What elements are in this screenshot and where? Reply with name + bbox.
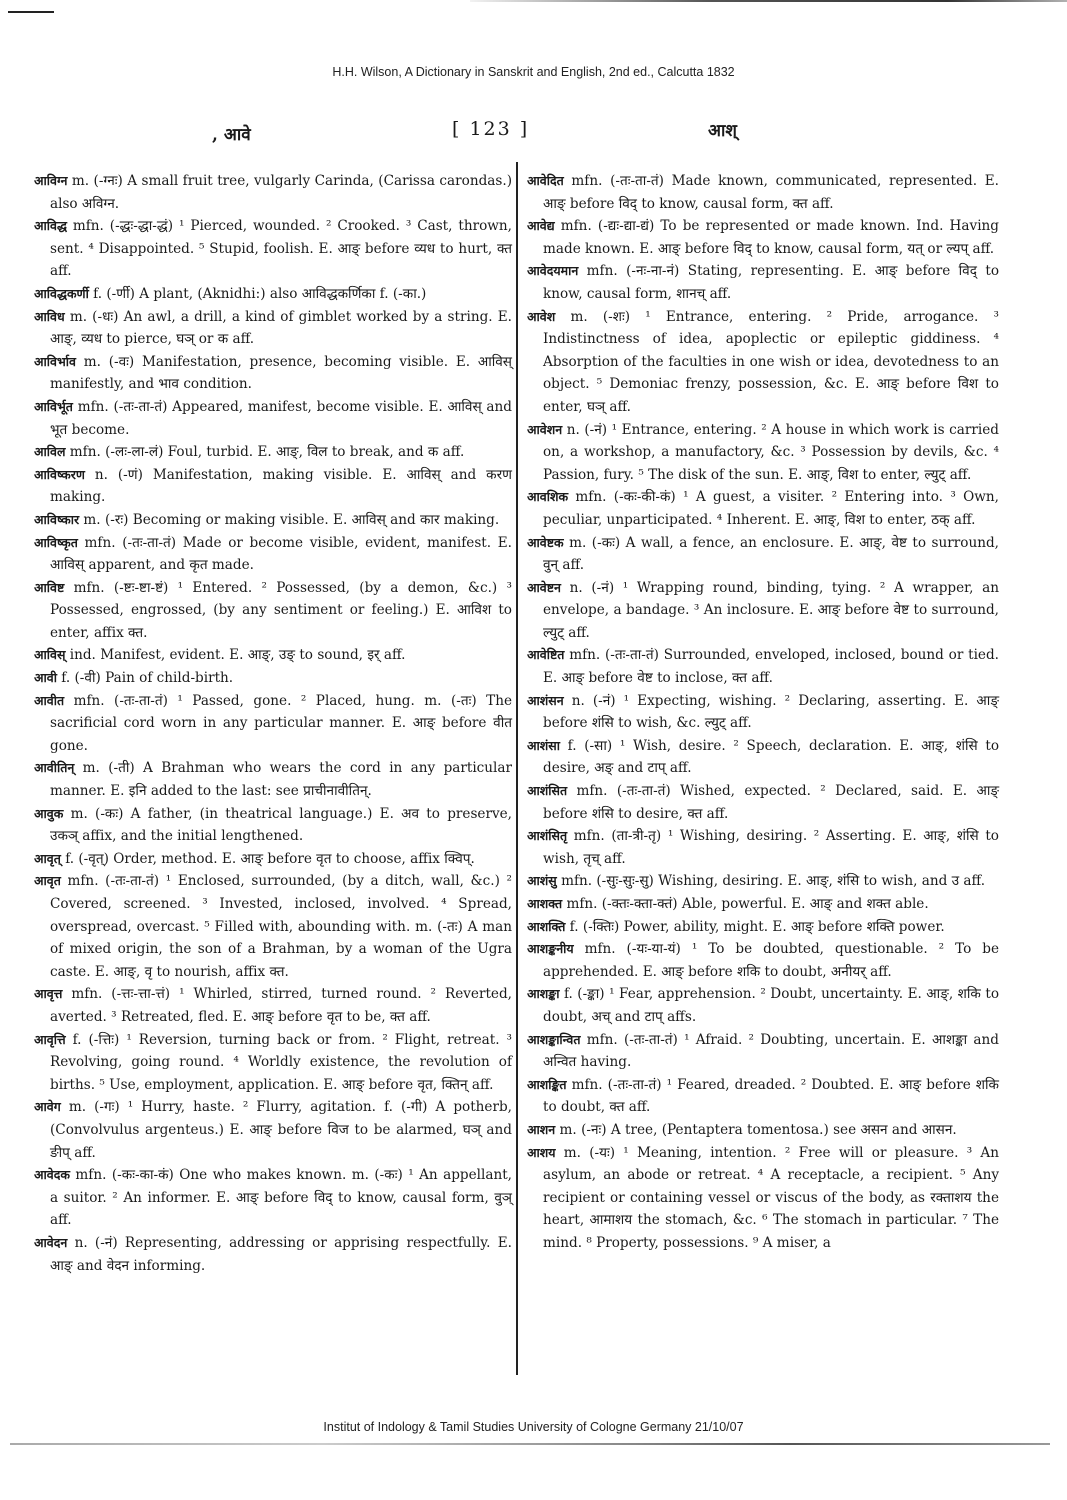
dictionary-entry (527, 1142, 999, 1255)
dictionary-entry (34, 870, 512, 983)
entry-headword: आविस् (34, 647, 66, 663)
page-number: [ 123 ] (452, 118, 530, 140)
dictionary-entry (527, 735, 999, 780)
entry-headword: आवेदक (34, 1167, 70, 1183)
dictionary-entry (34, 1164, 512, 1232)
entry-headword: आशंसन (527, 692, 564, 708)
entry-headword: आवीत (34, 692, 65, 708)
entry-definition: m. (-शः) ¹ Entrance, entering. ² Pride, arrogance. ³ Indistinctness of idea, apoplectic or epileptic giddiness. ⁴ Absorption of the faculties in one wish or idea, devotedness to an object. ⁵ Demoniac frenzy, possession, &c. E. आङ् before विश to enter, घञ् aff. (543, 308, 999, 415)
dictionary-entry (34, 396, 512, 441)
scan-artifact-line (470, 0, 1067, 2)
entry-definition: mfn. (-कः-की-कं) ¹ A guest, a visiter. ² Entering into. ³ Own, peculiar, unparticipated. ⁴ Inherent. E. आङ्, विश to enter, ठक् aff. (543, 489, 999, 528)
entry-definition: m. (-नः) A tree, (Pentaptera tomentosa.) see असन and आसन. (559, 1121, 957, 1138)
dictionary-entry (34, 441, 512, 464)
entry-headword: आविग्न (34, 173, 68, 188)
entry-definition: n. (-नं) ¹ Entrance, entering. ² A house in which work is carried on, a workshop, a manufactory, &c. ³ Possession by devils, &c. ⁴ Passion, fury. ⁵ The disk of the sun. E. आङ्, विश to enter, ल्युट् aff. (543, 421, 999, 483)
entry-headword: आवेष्टन (527, 579, 561, 595)
entry-definition: ind. Manifest, evident. E. आङ्, उङ् to sound, इर् aff. (69, 647, 406, 664)
entry-headword: आशंसितृ (527, 828, 568, 844)
dictionary-entry (34, 170, 512, 215)
dictionary-entry (34, 283, 512, 306)
entry-definition: mfn. (-लः-ला-लं) Foul, turbid. E. आङ्, विल to break, and क aff. (69, 444, 465, 461)
scan-artifact-line (8, 11, 54, 13)
entry-headword: आविद्धकर्णी (34, 285, 89, 301)
entry-definition: m. (-कः) A father, (in theatrical language.) E. अव to preserve, उकञ् affix, and the initial lengthened. (50, 805, 513, 845)
entry-definition: n. (-नं) ¹ Wrapping round, binding, tying. ² A wrapper, an envelope, a bandage. ³ An inclosure. E. आङ् before वेष्ट to surround, ल्युट् aff. (543, 579, 999, 641)
page-head (0, 116, 1067, 146)
entry-definition: mfn. (-तः-ता-तं) ¹ Feared, dreaded. ² Doubted. E. आङ् before शकि to doubt, क्त aff. (543, 1076, 1000, 1116)
entry-headword: आविर्भाव (34, 353, 76, 369)
entry-headword: आवशिक (527, 489, 569, 505)
entry-definition: f. (-वृत्) Order, method. E. आङ् before वृत to choose, affix क्विप्. (65, 850, 475, 867)
entry-definition: f. (-क्तिः) Power, ability, might. E. आङ् before शक्ति power. (569, 918, 945, 935)
dictionary-entry (34, 803, 512, 848)
entry-definition: m. (-धः) An awl, a drill, a kind of gimblet worked by a string. E. आङ्, व्यध to pierce, घञ् or क aff. (50, 308, 512, 348)
entry-headword: आवेदयमान (527, 263, 579, 279)
entry-definition: m. (-वः) Manifestation, presence, becoming visible. E. आविस् manifestly, and भाव condition. (50, 353, 512, 393)
entry-headword: आवेग (34, 1099, 61, 1115)
entry-definition: mfn. (ता-त्री-तृ) ¹ Wishing, desiring. ² Asserting. E. आङ्, शंसि to wish, तृच् aff. (543, 828, 999, 867)
scan-artifact-line (10, 1443, 1050, 1445)
dictionary-entry (527, 419, 999, 487)
entry-definition: mfn. (-द्यः-द्या-द्यं) To be represented or made known. Ind. Having made known. E. आङ् before विद् to know, causal form, यत् or ल्यप् aff. (543, 218, 999, 257)
entry-headword: आवुक (34, 805, 64, 821)
dictionary-entry (527, 644, 999, 689)
entry-headword: आविष्कार (34, 511, 80, 527)
dictionary-entry (527, 870, 999, 893)
entry-definition: m. (-यः) ¹ Meaning, intention. ² Free will or pleasure. ³ An asylum, an abode or retreat. ⁴ A receptacle, a recipient. ⁵ Any recipient or containing vessel or viscus of the body, as रक्ताशय the heart, आमाशय the stomach, &c. ⁶ The stomach in particular. ⁷ The mind. ⁸ Property, possessions. ⁹ A miser, a (543, 1144, 999, 1251)
entry-definition: f. (-सा) ¹ Wish, desire. ² Speech, declaration. E. आङ्, शंसि to desire, अङ् and टाप् aff. (543, 737, 999, 777)
entry-headword: आशक्त (527, 896, 563, 911)
entry-definition: mfn. (-तः-ता-तं) ¹ Enclosed, surrounded, (by a ditch, wall, &c.) ² Covered, screened. ³ Invested, inclosed, involved. ⁴ Spread, overspread, overcast. ⁵ Filled with, abounding with. m. (-तः) A man of mixed origin, the son of a Brahman, by a woman of the Ugra caste. E. आङ्, वृ to nourish, affix क्त. (50, 873, 512, 980)
entry-definition: mfn. (-तः-ता-तं) Made known, communicated, represented. E. आङ् before विद् to know, causal form, क्त aff. (543, 173, 999, 212)
dictionary-entry (34, 464, 512, 509)
entry-definition: f. (-वी) Pain of child-birth. (61, 670, 234, 687)
entry-headword: आशङ्का (527, 986, 560, 1002)
dictionary-entry (34, 1096, 512, 1164)
entry-headword: आवेदित (527, 173, 564, 188)
entry-headword: आशय (527, 1144, 556, 1160)
entry-definition: m. (-कः) A wall, a fence, an enclosure. E. आङ्, वेष्ट to surround, वुन् aff. (543, 534, 999, 574)
entry-headword: आवृत् (34, 850, 61, 866)
dictionary-entry (34, 351, 512, 396)
dictionary-entry (527, 916, 999, 939)
entry-definition: mfn. (-कः-का-कं) One who makes known. m. (-कः) ¹ An appellant, a suitor. ² An informer. E. आङ् before विद् to know, causal form, वुञ् aff. (50, 1167, 512, 1229)
entry-headword: आवृत्त (34, 986, 63, 1002)
entry-headword: आविष्करण (34, 466, 85, 482)
entry-headword: आशक्ति (527, 918, 566, 934)
entry-headword: आशन (527, 1121, 556, 1137)
column-divider (516, 162, 518, 1375)
dictionary-entry (527, 938, 999, 983)
entry-headword: आविल (34, 444, 66, 460)
entry-definition: m. (-ग्नः) A small fruit tree, vulgarly Carinda, (Carissa carondas.) also अविग्न. (50, 173, 512, 212)
entry-definition: mfn. (-ष्टः-ष्टा-ष्टं) ¹ Entered. ² Possessed, (by a demon, &c.) ³ Possessed, engrossed, (by any sentiment or feeling.) E. आविश to enter, affix क्त. (50, 579, 512, 641)
entry-definition: mfn. (-तः-ता-तं) Appeared, manifest, become visible. E. आविस् and भूत become. (50, 398, 512, 438)
entry-headword: आविर्भूत (34, 398, 73, 414)
dictionary-entry (527, 170, 999, 215)
entry-headword: आशंसु (527, 873, 557, 889)
dictionary-entry (34, 690, 512, 758)
entry-headword: आशंसित (527, 783, 568, 799)
dictionary-entry (527, 825, 999, 870)
left-column (34, 170, 512, 1277)
entry-headword: आविष्कृत (34, 534, 78, 550)
entry-headword: आविध (34, 308, 65, 324)
footer-credit: Institut of Indology & Tamil Studies University of Cologne Germany 21/10/07 (323, 1420, 744, 1434)
dictionary-entry (527, 486, 999, 531)
dictionary-entry (527, 260, 999, 305)
entry-definition: mfn. (-द्धः-द्धा-द्धं) ¹ Pierced, wounded. ² Crooked. ³ Cast, thrown, sent. ⁴ Disappointed. ⁵ Stupid, foolish. E. आङ् before व्यध to hurt, क्त aff. (50, 218, 512, 280)
dictionary-entry (34, 215, 512, 283)
entry-headword: आविष्ट (34, 579, 65, 595)
dictionary-entry (527, 1074, 999, 1119)
entry-definition: mfn. (-तः-ता-तं) Wished, expected. ² Declared, said. E. आङ् before शंसि to desire, क्त aff. (543, 783, 1000, 822)
entry-headword: आवी (34, 670, 57, 686)
entry-headword: आवेद्य (527, 218, 555, 234)
entry-headword: आवेश (527, 308, 556, 324)
entry-definition: f. (-ङ्का) ¹ Fear, apprehension. ² Doubt, uncertainty. E. आङ्, शकि to doubt, अच् and टाप् affs. (543, 986, 1000, 1025)
entry-definition: mfn. (-सुः-सुः-सु) Wishing, desiring. E. आङ्, शंसि to wish, and उ aff. (561, 873, 986, 890)
dictionary-entry (527, 306, 999, 419)
dictionary-entry (34, 667, 512, 690)
entry-definition: n. (-नं) ¹ Expecting, wishing. ² Declaring, asserting. E. आङ् before शंसि to wish, &c. ल्युट् aff. (543, 692, 999, 732)
entry-definition: mfn. (-क्तः-क्ता-क्तं) Able, powerful. E. आङ् and शक्त able. (566, 896, 929, 912)
dictionary-entry (527, 1029, 999, 1074)
dictionary-entry (34, 509, 512, 532)
entry-definition: mfn. (-तः-ता-तं) Made or become visible, evident, manifest. E. आविस् apparent, and कृत made. (50, 534, 512, 574)
entry-definition: m. (-रः) Becoming or making visible. E. आविस् and कार making. (83, 511, 500, 528)
entry-headword: आशङ्कान्वित (527, 1031, 581, 1047)
entry-headword: आविद्ध (34, 218, 67, 234)
dictionary-entry (527, 1119, 999, 1142)
entry-headword: आवेशन (527, 421, 563, 437)
entry-definition: mfn. (-नः-ना-नं) Stating, representing. E. आङ् before विद् to know, causal form, शानच् aff. (543, 263, 1000, 302)
dictionary-entry (34, 983, 512, 1028)
entry-definition: mfn. (-तः-ता-तं) ¹ Afraid. ² Doubting, uncertain. E. आशङ्का and अन्वित having. (543, 1031, 999, 1071)
dictionary-entry (34, 1232, 512, 1277)
dictionary-entry (527, 532, 999, 577)
entry-headword: आवीतिन् (34, 760, 75, 776)
entry-definition: n. (-नं) Representing, addressing or apprising respectfully. E. आङ् and वेदन informing. (50, 1234, 512, 1274)
entry-definition: m. (-ती) A Brahman who wears the cord in any particular manner. E. इनि added to the last: see प्राचीनावीतिन्. (50, 760, 512, 800)
dictionary-entry (527, 780, 999, 825)
entry-definition: mfn. (-तः-ता-तं) ¹ Passed, gone. ² Placed, hung. m. (-तः) The sacrificial cord worn in any particular manner. E. आङ् before वीत gone. (50, 692, 512, 754)
dictionary-entry (34, 757, 512, 802)
guide-word-left: , आवे (212, 125, 251, 145)
guide-word-right: आश् (708, 121, 737, 141)
entry-headword: आवेदन (34, 1234, 68, 1250)
entry-definition: n. (-णं) Manifestation, making visible. E. आविस् and करण making. (50, 466, 512, 506)
entry-definition: f. (-र्णी) A plant, (Aknidhi:) also आविद्धकर्णिका f. (-का.) (93, 285, 427, 302)
dictionary-entry (527, 983, 999, 1028)
source-header: H.H. Wilson, A Dictionary in Sanskrit and English, 2nd ed., Calcutta 1832 (332, 65, 735, 79)
entry-definition: f. (-त्तिः) ¹ Reversion, turning back or from. ² Flight, retreat. ³ Revolving, going round. ⁴ Worldly existence, the revolution of births. ⁵ Use, employment, application. E. आङ् before वृत, क्तिन् aff. (50, 1031, 512, 1093)
dictionary-entry (34, 848, 512, 871)
entry-definition: m. (-गः) ¹ Hurry, haste. ² Flurry, agitation. f. (-गी) A potherb, (Convolvulus argenteus.) E. आङ् before विज to be alarmed, घञ् and ङीप् aff. (50, 1099, 513, 1161)
dictionary-entry (34, 306, 512, 351)
entry-headword: आशङ्कनीय (527, 941, 574, 957)
entry-headword: आशंसा (527, 737, 560, 753)
entry-definition: mfn. (-यः-या-यं) ¹ To be doubted, questionable. ² To be apprehended. E. आङ् before शकि to doubt, अनीयर् aff. (543, 941, 999, 980)
entry-headword: आवृत्ति (34, 1031, 66, 1047)
dictionary-entry (34, 644, 512, 667)
entry-definition: mfn. (-तः-ता-तं) Surrounded, enveloped, inclosed, bound or tied. E. आङ् before वेष्ट to inclose, क्त aff. (543, 647, 999, 687)
dictionary-entry (527, 577, 999, 645)
entry-headword: आशङ्कित (527, 1076, 567, 1092)
dictionary-entry (34, 577, 512, 645)
entry-headword: आवृत (34, 873, 61, 889)
entry-headword: आवेष्टक (527, 534, 564, 550)
right-column (527, 170, 999, 1255)
dictionary-entry (34, 532, 512, 577)
dictionary-entry (34, 1029, 512, 1097)
dictionary-entry (527, 215, 999, 260)
entry-definition: mfn. (-त्तः-त्ता-त्तं) ¹ Whirled, stirred, turned round. ² Reverted, averted. ³ Retreated, fled. E. आङ् before वृत to be, क्त aff. (50, 986, 512, 1025)
dictionary-entry (527, 893, 999, 916)
entry-headword: आवेष्टित (527, 647, 565, 663)
dictionary-entry (527, 690, 999, 735)
